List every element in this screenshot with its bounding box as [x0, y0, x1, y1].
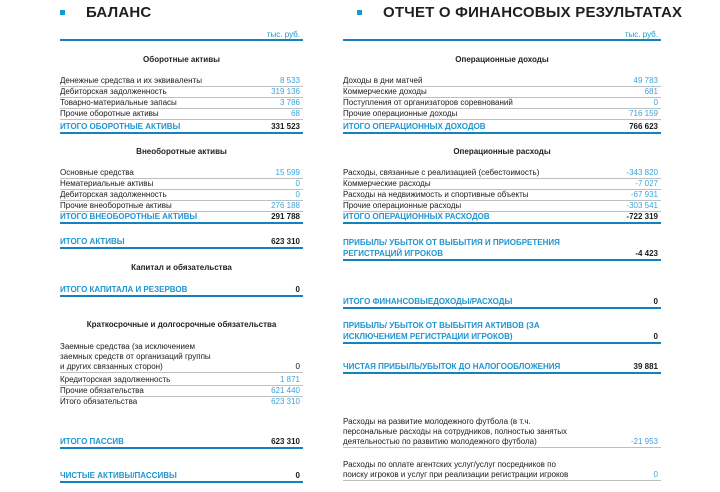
youth-football-expenses: Расходы на развитие молодежного футбола (в т.ч. персональные расходы на сотрудников, полностью занятых деятельностью по развитию молодежного футбола) -21 953 [343, 417, 661, 448]
table-row: Нематериальные активы 0 [60, 179, 303, 190]
balance-header-rule [60, 39, 303, 41]
asset-disposal-profit: ПРИБЫЛЬ/ УБЫТОК ОТ ВЫБЫТИЯ АКТИВОВ (ЗА ИСКЛЮЧЕНИЕМ РЕГИСТРАЦИИ ИГРОКОВ) 0 [343, 320, 661, 344]
income-total: ИТОГО ОПЕРАЦИОННЫХ ДОХОДОВ 766 623 [343, 122, 661, 134]
table-row: Поступления от организаторов соревнований 0 [343, 98, 661, 109]
pnl-unit: тыс. руб. [624, 30, 658, 39]
player-registration-profit: ПРИБЫЛЬ/ УБЫТОК ОТ ВЫБЫТИЯ И ПРИОБРЕТЕНИЯ РЕГИСТРАЦИЙ ИГРОКОВ -4 423 [343, 237, 661, 261]
table-row: Прочие внеоборотные активы 276 188 [60, 201, 303, 212]
expenses-title: Операционные расходы [453, 147, 551, 156]
table-row: Прочие операционные доходы 716 159 [343, 109, 661, 120]
capital-title: Капитал и обязательства [131, 263, 232, 272]
table-row: Прочие обязательства 621 440 [60, 386, 303, 397]
noncurrent-assets-title: Внеоборотные активы [136, 147, 227, 156]
table-row: Итого обязательства 623 310 [60, 397, 300, 406]
table-row: Коммерческие расходы -7 027 [343, 179, 661, 190]
table-row: Расходы на недвижимость и спортивные объекты -67 931 [343, 190, 661, 201]
net-assets: ЧИСТЫЕ АКТИВЫ/ПАССИВЫ 0 [60, 471, 303, 483]
balance-bullet-icon [60, 10, 65, 15]
total-liabilities: ИТОГО ПАССИВ 623 310 [60, 437, 303, 449]
table-row: Кредиторская задолженность 1 871 [60, 375, 303, 386]
table-row: Прочие оборотные активы 68 [60, 109, 303, 120]
pnl-bullet-icon [357, 10, 362, 15]
agent-fees: Расходы по оплате агентских услуг/услуг посредников по поиску игроков и услуг при реализации регистрации игроков 0 [343, 460, 661, 481]
table-row: Коммерческие доходы 681 [343, 87, 661, 98]
table-row: Основные средства 15 599 [60, 168, 303, 179]
total-assets: ИТОГО АКТИВЫ 623 310 [60, 237, 303, 249]
income-title: Операционные доходы [455, 55, 549, 64]
financial-total: ИТОГО ФИНАНСОВЫЕДОХОДЫ/РАСХОДЫ 0 [343, 297, 661, 309]
table-row: Дебиторская задолженность 0 [60, 190, 303, 201]
pnl-title: ОТЧЕТ О ФИНАНСОВЫХ РЕЗУЛЬТАТАХ [383, 4, 683, 21]
table-row: Доходы в дни матчей 49 783 [343, 76, 661, 87]
expenses-total: ИТОГО ОПЕРАЦИОННЫХ РАСХОДОВ -722 319 [343, 212, 661, 224]
liabilities-title: Краткосрочные и долгосрочные обязательства [86, 320, 277, 329]
balance-unit: тыс. руб. [266, 30, 300, 39]
current-assets-title: Оборотные активы [143, 55, 220, 64]
balance-title: БАЛАНС [86, 4, 152, 21]
table-row: Расходы, связанные с реализацией (себестоимость) -343 820 [343, 168, 661, 179]
loans-row: Заемные средства (за исключением заемных средств от организаций группы и других связанных сторон) 0 [60, 342, 303, 373]
current-assets-total: ИТОГО ОБОРОТНЫЕ АКТИВЫ 331 523 [60, 122, 303, 134]
capital-total: ИТОГО КАПИТАЛА И РЕЗЕРВОВ 0 [60, 285, 303, 297]
pnl-header-rule [343, 39, 661, 41]
table-row: Денежные средства и их эквиваленты 8 533 [60, 76, 303, 87]
table-row: Прочие операционные расходы -303 541 [343, 201, 661, 212]
pretax-profit: ЧИСТАЯ ПРИБЫЛЬ/УБЫТОК ДО НАЛОГООБЛОЖЕНИЯ 39 881 [343, 362, 661, 374]
noncurrent-assets-total: ИТОГО ВНЕОБОРОТНЫЕ АКТИВЫ 291 788 [60, 212, 303, 224]
table-row: Дебиторская задолженность 319 136 [60, 87, 303, 98]
table-row: Товарно-материальные запасы 3 786 [60, 98, 303, 109]
